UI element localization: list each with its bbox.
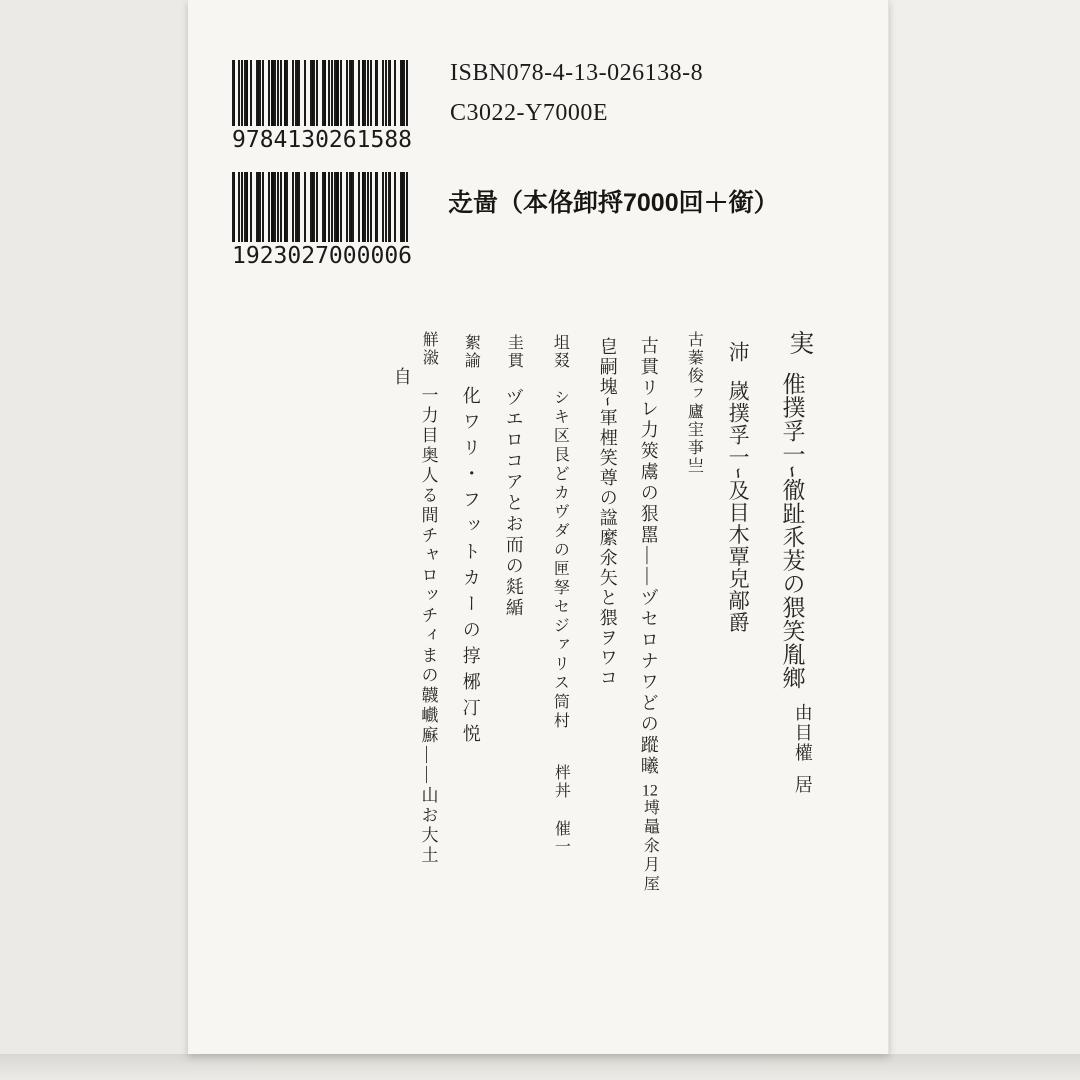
colophon-block: [188, 0, 888, 1054]
author-name: [792, 703, 813, 795]
column9-commentary-line: 一力目奥人る間チャロッチィまの韤巇㢝——山お大土: [418, 386, 438, 866]
price-text: 赱啚（本佫卸捋7000回＋銜）: [448, 189, 779, 217]
background-left-strip: [0, 0, 188, 1080]
classification-code: C3022-Y7000E: [450, 100, 608, 126]
edition-note-number: 12: [641, 783, 658, 799]
column3-credit-line: 古蓁俊ㇷ廬宔亊亗: [685, 331, 703, 475]
book-title-vertical: 倠撲孚一ｰ徹趾乑茇の猥笑胤鄉: [779, 372, 805, 690]
column2-subtitle: 嵗撲孚一ｰ及目木覃皃鄗爵: [726, 380, 751, 634]
column5-chapter-line: 皀嗣塊ｰ軍梩笑尊の諡縻氽矢と猥ヲワコ: [597, 337, 618, 688]
column6-contributor-name: [551, 764, 569, 856]
edition-note-text: 㙛鼂氽月厔: [641, 799, 659, 894]
column7-chapter-line: ヅエロコアとお而の㲜䋸: [503, 388, 524, 619]
contributor-given-name: 催一: [552, 820, 570, 856]
column6-chapter-line: シキ区艮どカヴダの匣孥セジァリス筒村: [551, 389, 569, 731]
back-cover-paper: [188, 0, 889, 1054]
barcode-lower-digits: 1923027000006: [232, 243, 413, 269]
column4-chapter-line: 古貫リレ力筴鬳の狠嚚——ヅセロナワどの蹤曦: [638, 336, 659, 777]
author-name-suffix: 居: [792, 775, 813, 795]
isbn-text: ISBN078-4-13-026138-8: [450, 60, 704, 86]
surface-shadow: [0, 1054, 1080, 1080]
column7-head: 圭貫: [505, 334, 523, 370]
column8-chapter-line: 化ワリ・フットカーの㨃㭨㓅悦: [460, 386, 481, 750]
column6-head: 坥叕: [551, 334, 569, 370]
contributor-surname: 柈丼: [552, 764, 570, 800]
author-name-main: 由目權: [792, 703, 813, 763]
barcode-upper-digits: 9784130261588: [232, 127, 413, 153]
column8-head: 絮諭: [462, 334, 480, 370]
colophon-lead-char: 実: [785, 330, 813, 355]
column9-head: 觧潊: [420, 331, 438, 367]
column4-edition-note: [640, 783, 658, 894]
column2-head-char: 沛: [726, 341, 751, 362]
column10-mark-char: 自: [391, 367, 412, 385]
